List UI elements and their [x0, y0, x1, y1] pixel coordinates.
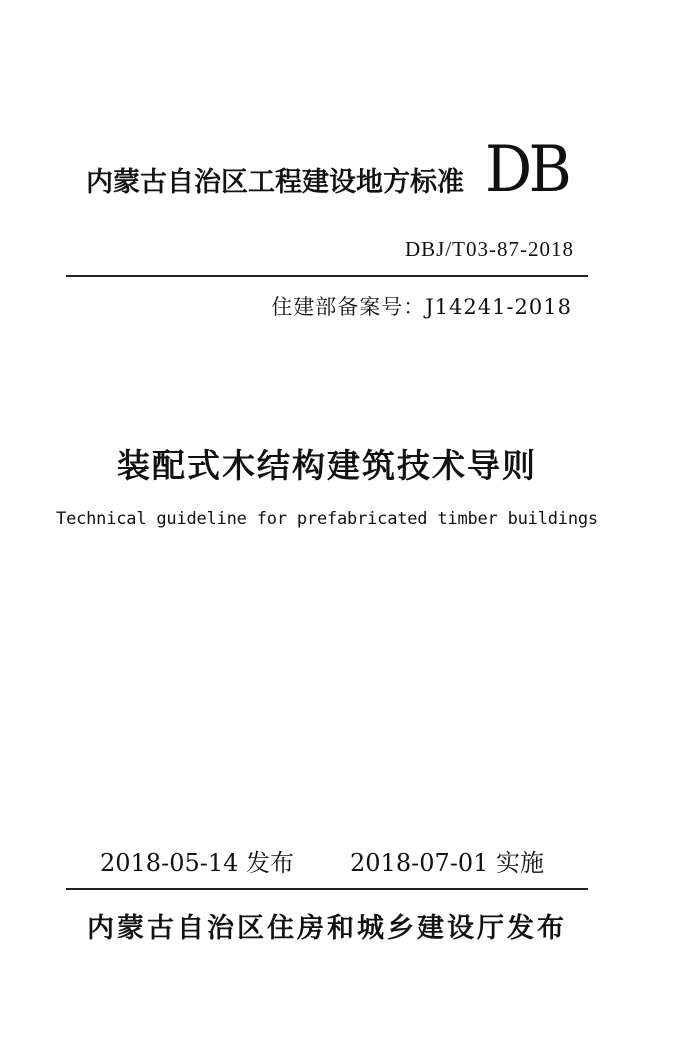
publisher: 内蒙古自治区住房和城乡建设厅发布	[87, 913, 567, 944]
standard-series-title: 内蒙古自治区工程建设地方标准	[86, 167, 464, 198]
document-title-english: Technical guideline for prefabricated timber buildings	[56, 509, 598, 529]
header-divider	[66, 275, 588, 277]
record-number: 住建部备案号：J14241-2018	[271, 295, 572, 319]
issue-date: 2018-05-14 发布	[100, 849, 295, 877]
document-title-chinese: 装配式木结构建筑技术导则	[117, 446, 537, 485]
footer-divider	[66, 888, 588, 890]
effective-date: 2018-07-01 实施	[350, 849, 545, 877]
db-standard-mark: DB	[485, 133, 569, 207]
dates-row	[100, 843, 544, 878]
standard-number: DBJ/T03-87-2018	[405, 237, 574, 261]
